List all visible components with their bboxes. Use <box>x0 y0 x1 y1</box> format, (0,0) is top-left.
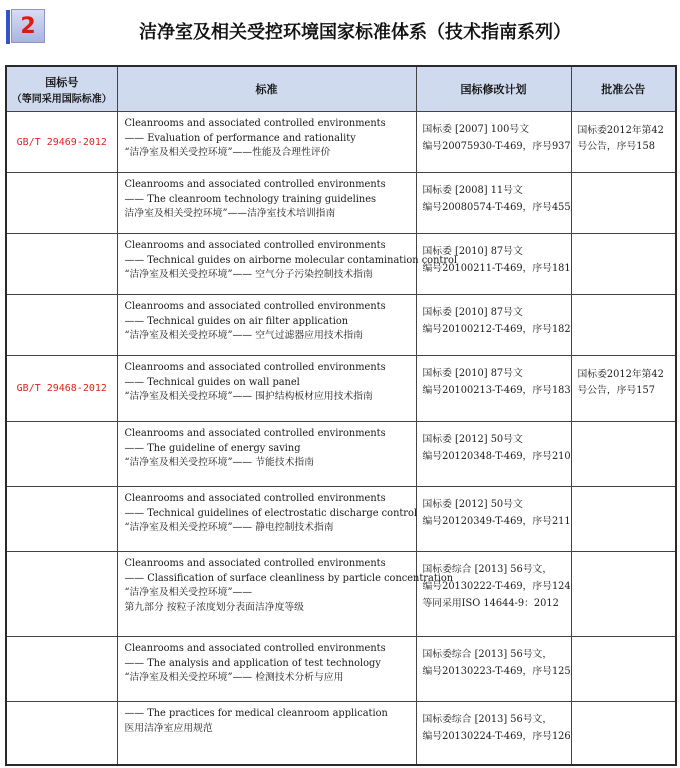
standard-title-line: Cleanrooms and associated controlled environments <box>124 179 386 190</box>
standard-title-line: 医用洁净室应用规范 <box>124 722 213 734</box>
standard-title-line: “洁净室及相关受控环境”——性能及合理性评价 <box>124 147 331 158</box>
standard-code-cell <box>6 487 117 552</box>
table-row <box>6 552 676 637</box>
standard-title-line: —— Technical guidelines of electrostatic discharge control <box>124 507 418 519</box>
standard-title-line: —— The practices for medical cleanroom application <box>124 708 388 719</box>
standard-title-cell <box>117 112 416 173</box>
revision-plan-line: 编号20100212-T-469，序号182 <box>422 324 571 335</box>
standard-title-line: Cleanrooms and associated controlled environments <box>124 118 386 129</box>
table-row <box>6 112 676 173</box>
header-plan: 国标修改计划 <box>416 66 571 112</box>
revision-plan-line: 国标委 [2007] 100号文 <box>422 124 529 135</box>
header-code-line1: 国标号 <box>45 75 79 89</box>
standard-title-line: —— The analysis and application of test technology <box>124 657 381 669</box>
standard-code-cell <box>6 702 117 765</box>
revision-plan-line: 国标委 [2010] 87号文 <box>422 307 523 318</box>
standard-title-line: “洁净室及相关受控环境”—— 检测技术分析与应用 <box>124 672 344 683</box>
standard-title-line: —— Classification of surface cleanliness by particle concentration <box>124 572 454 584</box>
revision-plan-line: 编号20100211-T-469，序号181 <box>422 263 571 274</box>
standard-title-line: —— The guideline of energy saving <box>124 442 301 454</box>
approval-notice-cell <box>571 234 676 295</box>
revision-plan-cell <box>416 552 571 637</box>
header-standard: 标准 <box>117 66 416 112</box>
revision-plan-line: 国标委 [2012] 50号文 <box>422 434 523 445</box>
standard-title-line: “洁净室及相关受控环境”—— 围护结构板材应用技术指南 <box>124 391 373 402</box>
revision-plan-cell <box>416 637 571 702</box>
approval-notice-cell <box>571 487 676 552</box>
revision-plan-line: 国标委综合 [2013] 56号文， <box>422 714 553 725</box>
standard-title-line: 洁净室及相关受控环境”——洁净室技术培训指南 <box>124 208 336 219</box>
table-row <box>6 356 676 422</box>
table-row <box>6 173 676 234</box>
revision-plan-line: 国标委 [2010] 87号文 <box>422 246 523 257</box>
standards-table <box>5 65 677 766</box>
standard-title-cell <box>117 637 416 702</box>
revision-plan-cell <box>416 422 571 487</box>
standard-title-cell <box>117 173 416 234</box>
standard-title-line: —— Technical guides on airborne molecular contamination control <box>124 254 458 266</box>
table-row <box>6 702 676 765</box>
standard-title-line: “洁净室及相关受控环境”—— 空气过滤器应用技术指南 <box>124 330 363 341</box>
standard-title-line: Cleanrooms and associated controlled environments <box>124 362 386 373</box>
standard-code-cell <box>6 295 117 356</box>
approval-notice-line: 号公告，序号158 <box>577 141 655 152</box>
table-header-row <box>6 66 676 112</box>
standard-title-line: Cleanrooms and associated controlled environments <box>124 301 386 312</box>
standard-title-line: Cleanrooms and associated controlled environments <box>124 643 386 654</box>
revision-plan-cell <box>416 295 571 356</box>
revision-plan-line: 编号20080574-T-469，序号455 <box>422 202 571 213</box>
revision-plan-line: 等同采用ISO 14644-9：2012 <box>422 598 559 609</box>
table-row <box>6 234 676 295</box>
approval-notice-cell <box>571 637 676 702</box>
slide-number: 2 <box>20 13 36 39</box>
approval-notice-line: 国标委2012年第42 <box>577 369 664 380</box>
header-code <box>6 66 117 112</box>
revision-plan-line: 编号20075930-T-469，序号937 <box>422 141 571 152</box>
page-title: 洁净室及相关受控环境国家标准体系（技术指南系列） <box>139 22 571 43</box>
standard-code-cell <box>6 552 117 637</box>
standard-code-cell <box>6 112 117 173</box>
approval-notice-cell <box>571 295 676 356</box>
standard-title-line: Cleanrooms and associated controlled environments <box>124 240 386 251</box>
accent-bar <box>6 10 10 44</box>
revision-plan-line: 编号20120349-T-469，序号211 <box>422 516 571 527</box>
approval-notice-cell <box>571 422 676 487</box>
header-approval: 批准公告 <box>571 66 676 112</box>
standard-code-cell <box>6 637 117 702</box>
revision-plan-line: 国标委 [2010] 87号文 <box>422 368 523 379</box>
revision-plan-cell <box>416 173 571 234</box>
revision-plan-line: 国标委综合 [2013] 56号文， <box>422 564 553 575</box>
approval-notice-line: 国标委2012年第42 <box>577 125 664 136</box>
approval-notice-line: 号公告，序号157 <box>577 385 655 396</box>
table-row <box>6 487 676 552</box>
standard-title-cell <box>117 487 416 552</box>
standard-code: GB/T 29469-2012 <box>16 136 107 148</box>
revision-plan-line: 编号20130223-T-469，序号125 <box>422 666 571 677</box>
standard-title-cell <box>117 552 454 637</box>
approval-notice-cell <box>571 356 676 422</box>
approval-notice-cell <box>571 702 676 765</box>
revision-plan-line: 国标委综合 [2013] 56号文， <box>422 649 553 660</box>
approval-notice-cell <box>571 112 676 173</box>
standard-title-cell <box>117 356 416 422</box>
standard-title-line: Cleanrooms and associated controlled environments <box>124 493 386 504</box>
standard-code-cell <box>6 356 117 422</box>
approval-notice-cell <box>571 173 676 234</box>
standard-code: GB/T 29468-2012 <box>16 383 107 394</box>
standard-code-cell <box>6 234 117 295</box>
standard-title-line: —— Technical guides on wall panel <box>124 376 300 388</box>
revision-plan-cell <box>416 487 571 552</box>
revision-plan-cell <box>416 702 571 765</box>
standard-title-line: Cleanrooms and associated controlled environments <box>124 558 386 569</box>
standard-title-line: —— The cleanroom technology training guidelines <box>124 193 377 205</box>
slide-number-badge <box>11 9 45 43</box>
standard-title-cell <box>117 422 416 487</box>
revision-plan-line: 编号20120348-T-469，序号210 <box>422 451 571 462</box>
header-code-line2: （等同采用国际标准） <box>11 93 112 105</box>
standard-code-cell <box>6 422 117 487</box>
standard-title-line: —— Evaluation of performance and rationality <box>124 132 356 144</box>
standard-title-line: 第九部分 按粒子浓度划分表面洁净度等级 <box>124 601 304 613</box>
approval-notice-cell <box>571 552 676 637</box>
revision-plan-line: 国标委 [2012] 50号文 <box>422 499 523 510</box>
revision-plan-line: 国标委 [2008] 11号文 <box>422 185 523 196</box>
standard-title-cell <box>117 234 458 295</box>
standard-title-line: Cleanrooms and associated controlled environments <box>124 428 386 439</box>
standard-code-cell <box>6 173 117 234</box>
table-row <box>6 295 676 356</box>
standard-title-line: “洁净室及相关受控环境”—— 静电控制技术指南 <box>124 522 334 533</box>
revision-plan-line: 编号20130224-T-469，序号126 <box>422 731 571 742</box>
table-row <box>6 637 676 702</box>
standard-title-cell <box>117 702 416 765</box>
standard-title-line: “洁净室及相关受控环境”—— 节能技术指南 <box>124 457 314 468</box>
revision-plan-cell <box>416 112 571 173</box>
standard-title-line: “洁净室及相关受控环境”—— 空气分子污染控制技术指南 <box>124 269 373 280</box>
standard-title-line: “洁净室及相关受控环境”—— <box>124 587 253 598</box>
revision-plan-cell <box>416 234 571 295</box>
revision-plan-line: 编号20130222-T-469，序号124 <box>422 581 571 592</box>
revision-plan-line: 编号20100213-T-469，序号183 <box>422 385 571 396</box>
table-row <box>6 422 676 487</box>
standard-title-cell <box>117 295 416 356</box>
revision-plan-cell <box>416 356 571 422</box>
standard-title-line: —— Technical guides on air filter application <box>124 315 349 327</box>
